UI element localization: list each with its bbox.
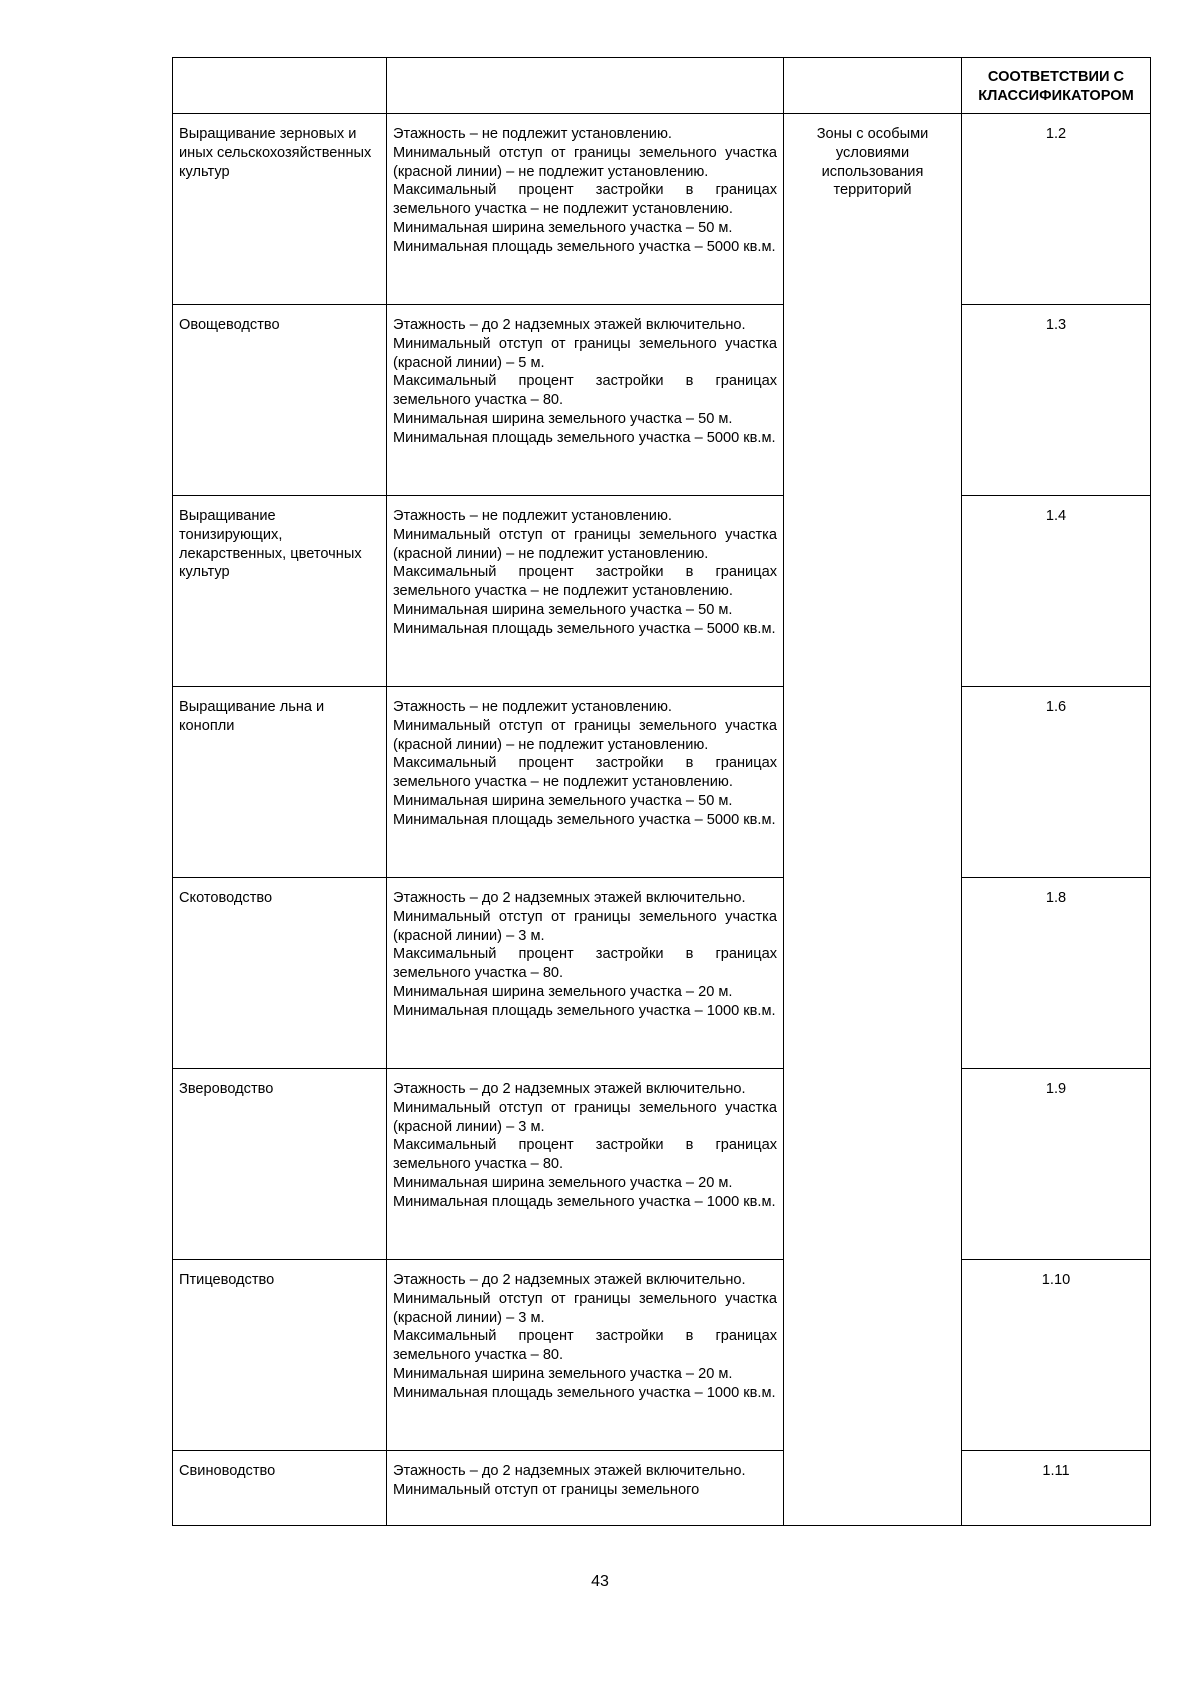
parameter-line: Максимальный процент застройки в границах земельного участка – не подлежит установлению. <box>393 755 777 791</box>
classifier-code-cell: 1.9 <box>962 1069 1151 1260</box>
table-body <box>173 58 1151 1526</box>
parameters-cell <box>387 305 784 496</box>
use-type-cell: Птицеводство <box>173 1260 387 1451</box>
classifier-code-cell: 1.2 <box>962 114 1151 305</box>
use-type-cell: Скотоводство <box>173 878 387 1069</box>
header-cell-classifier: СООТВЕТСТВИИ С КЛАССИФИКАТОРОМ <box>962 58 1151 114</box>
use-type-cell: Звероводство <box>173 1069 387 1260</box>
classifier-code-cell: 1.6 <box>962 687 1151 878</box>
parameter-line: Максимальный процент застройки в границах земельного участка – 80. <box>393 373 777 409</box>
parameters-cell <box>387 1260 784 1451</box>
parameter-line: Максимальный процент застройки в границах земельного участка – 80. <box>393 946 777 982</box>
parameter-line: Минимальный отступ от границы земельного участка (красной линии) – 5 м. <box>393 335 777 371</box>
use-type-cell: Выращивание льна и конопли <box>173 687 387 878</box>
parameter-line: Минимальная площадь земельного участка – 5000 кв.м. <box>393 811 776 828</box>
table-header-row <box>173 58 1151 114</box>
classifier-code-cell: 1.10 <box>962 1260 1151 1451</box>
parameters-cell <box>387 878 784 1069</box>
parameter-line: Минимальная площадь земельного участка – 1000 кв.м. <box>393 1193 776 1210</box>
parameter-line: Минимальный отступ от границы земельного участка (красной линии) – не подлежит установлению. <box>393 144 777 180</box>
parameter-line: Минимальная ширина земельного участка – 50 м. <box>393 219 733 236</box>
table-row <box>173 1260 1151 1451</box>
table-row <box>173 1451 1151 1526</box>
parameter-line: Этажность – до 2 надземных этажей включительно. <box>393 890 746 906</box>
parameter-line: Минимальный отступ от границы земельного участка (красной линии) – 3 м. <box>393 908 777 944</box>
header-cell-use-type <box>173 58 387 114</box>
use-type-cell: Выращивание тонизирующих, лекарственных, цветочных культур <box>173 496 387 687</box>
zones-cell: Зоны с особыми условиями использования территорий <box>784 114 962 1526</box>
parameter-line: Этажность – до 2 надземных этажей включительно. <box>393 1272 746 1288</box>
parameter-line: Этажность – до 2 надземных этажей включительно. <box>393 317 746 333</box>
parameter-line: Этажность – до 2 надземных этажей включительно. <box>393 1081 746 1097</box>
parameter-line: Максимальный процент застройки в границах земельного участка – 80. <box>393 1137 777 1173</box>
parameter-line: Максимальный процент застройки в границах земельного участка – 80. <box>393 1328 777 1364</box>
parameters-cell <box>387 114 784 305</box>
table-row <box>173 878 1151 1069</box>
parameter-line: Этажность – не подлежит установлению. <box>393 699 672 715</box>
table-row <box>173 114 1151 305</box>
table-row <box>173 305 1151 496</box>
use-type-cell: Выращивание зерновых и иных сельскохозяйственных культур <box>173 114 387 305</box>
page-number: 43 <box>591 1573 609 1590</box>
use-type-cell: Овощеводство <box>173 305 387 496</box>
header-cell-parameters <box>387 58 784 114</box>
parameter-line: Минимальный отступ от границы земельного участка (красной линии) – 3 м. <box>393 1290 777 1326</box>
parameter-line: Этажность – не подлежит установлению. <box>393 508 672 524</box>
parameter-line: Минимальная ширина земельного участка – 20 м. <box>393 1174 733 1191</box>
parameter-line: Минимальная площадь земельного участка – 5000 кв.м. <box>393 238 776 255</box>
land-use-table <box>172 57 1151 1526</box>
classifier-code-cell: 1.8 <box>962 878 1151 1069</box>
parameters-cell <box>387 1069 784 1260</box>
parameter-line: Минимальная ширина земельного участка – 50 м. <box>393 410 733 427</box>
parameters-cell <box>387 1451 784 1526</box>
parameter-line: Минимальная площадь земельного участка – 5000 кв.м. <box>393 620 776 637</box>
parameter-line: Минимальная площадь земельного участка – 5000 кв.м. <box>393 429 776 446</box>
classifier-code-cell: 1.11 <box>962 1451 1151 1526</box>
parameters-cell <box>387 496 784 687</box>
parameter-line: Минимальная ширина земельного участка – 50 м. <box>393 601 733 618</box>
parameter-line: Минимальная ширина земельного участка – 20 м. <box>393 1365 733 1382</box>
table-row <box>173 496 1151 687</box>
table-row <box>173 687 1151 878</box>
parameter-line: Минимальный отступ от границы земельного участка (красной линии) – 3 м. <box>393 1099 777 1135</box>
classifier-code-cell: 1.3 <box>962 305 1151 496</box>
header-cell-zones <box>784 58 962 114</box>
parameters-cell <box>387 687 784 878</box>
classifier-code-cell: 1.4 <box>962 496 1151 687</box>
parameter-line: Минимальный отступ от границы земельного <box>393 1481 700 1498</box>
parameter-line: Минимальный отступ от границы земельного участка (красной линии) – не подлежит установлению. <box>393 526 777 562</box>
parameter-line: Максимальный процент застройки в границах земельного участка – не подлежит установлению. <box>393 182 777 218</box>
parameter-line: Минимальная площадь земельного участка – 1000 кв.м. <box>393 1384 776 1401</box>
parameter-line: Этажность – не подлежит установлению. <box>393 126 672 142</box>
parameter-line: Минимальная ширина земельного участка – 20 м. <box>393 983 733 1000</box>
parameter-line: Минимальный отступ от границы земельного участка (красной линии) – не подлежит установлению. <box>393 717 777 753</box>
parameter-line: Минимальная площадь земельного участка – 1000 кв.м. <box>393 1002 776 1019</box>
parameter-line: Минимальная ширина земельного участка – 50 м. <box>393 792 733 809</box>
use-type-cell: Свиноводство <box>173 1451 387 1526</box>
table-row <box>173 1069 1151 1260</box>
parameter-line: Этажность – до 2 надземных этажей включительно. <box>393 1463 746 1479</box>
parameter-line: Максимальный процент застройки в границах земельного участка – не подлежит установлению. <box>393 564 777 600</box>
